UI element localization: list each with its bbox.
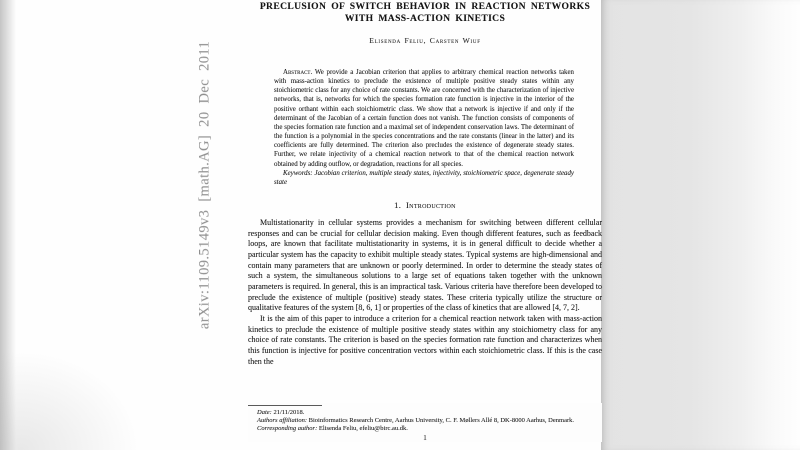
abstract [274,68,574,187]
page-corner-shading [0,350,140,450]
footnote-affiliation-label: Authors affiliation: [257,417,308,425]
title-line-1: PRECLUSION OF SWITCH BEHAVIOR IN REACTION NETWORKS [259,1,591,12]
arxiv-stamp: arXiv:1109.5149v3 [math.AG] 20 Dec 2011 [196,40,213,330]
footnote-corresponding [248,425,602,433]
section-heading: 1. Introduction [394,200,456,211]
intro-paragraph-2: It is the aim of this paper to introduce a criterion for a chemical reaction network taken with mass-action kinetics to preclude the existence of multiple positive steady states within any stoichiometry class for any choice of rate constants. The criterion is based on the species formation rate function and characterizes when this function is injective for positive concentration vectors within each stoichiometric class. If this is the case then the [248,313,602,366]
footnote-affiliation [248,417,602,425]
footnote-date [248,409,602,417]
abstract-text: We provide a Jacobian criterion that applies to arbitrary chemical reaction networks taken with mass-action kinetics to preclude the existence of multiple positive steady states within any stoichiometric class for any choice of rate constants. We are concerned with the characterization of injective networks, that is, networks for which the species formation rate function is injective in the interior of the positive orthant within each stoichiometric class. We show that a network is injective if and only if the determinant of the Jacobian of a certain function does not vanish. The function consists of components of the species formation rate function and a maximal set of independent conservation laws. The determinant of the function is a polynomial in the species concentrations and the rate constants (linear in the latter) and its coefficients are fully determined. The criterion also precludes the existence of degenerate steady states. Further, we relate injectivity of a chemical reaction network to that of the chemical reaction network obtained by adding outflow, or degradation, reactions for all species. [274,69,575,168]
footnote-affiliation-value: Bioinformatics Research Centre, Aarhus University, C. F. Møllers Allé 8, DK-8000 Aarhus, Denmark. [308,417,574,425]
footnote-corresponding-value: Elisenda Feliu, efeliu@birc.au.dk. [318,425,408,433]
footnote-date-label: Date: [257,409,272,416]
introduction-body [248,218,602,367]
abstract-label: Abstract. [283,69,313,76]
page-number: 1 [423,434,427,443]
paper-authors: Elisenda Feliu, Carsten Wiuf [369,36,481,45]
intro-paragraph-1: Multistationarity in cellular systems provides a mechanism for switching between different cellular responses and can be crucial for cellular decision making. Even though different features, such as feedback loops, are known that facilitate multistationarity in systems, it is in general difficult to decide whether a particular system has the capacity to exhibit multiple steady states. Typical systems are high-dimensional and contain many parameters that are unknown or poorly determined. In order to determine the steady states of such a system, the simultaneous solutions to a large set of equations taken together with the unknown parameters is required. In general, this is an impractical task. Various criteria have therefore been developed to preclude the existence of multiple (positive) steady states. These criteria typically utilize the structure or qualitative features of the system [8, 6, 1] or properties of the class of kinetics that are allowed [4, 7, 2]. [248,218,602,313]
footnote-rule [248,405,322,406]
abstract-paragraph [274,68,574,169]
footnote-date-value: 21/11/2018. [273,409,305,416]
paper-title [248,1,602,25]
title-line-2: WITH MASS-ACTION KINETICS [344,13,506,24]
footnote-corresponding-label: Corresponding author: [257,425,318,433]
footnote-block [248,403,602,442]
keywords-line: Keywords: Jacobian criterion, multiple steady states, injectivity, stoichiometric space, degenerate steady state [274,169,574,186]
background-right-gradient [601,0,800,450]
paper-content [248,1,602,367]
